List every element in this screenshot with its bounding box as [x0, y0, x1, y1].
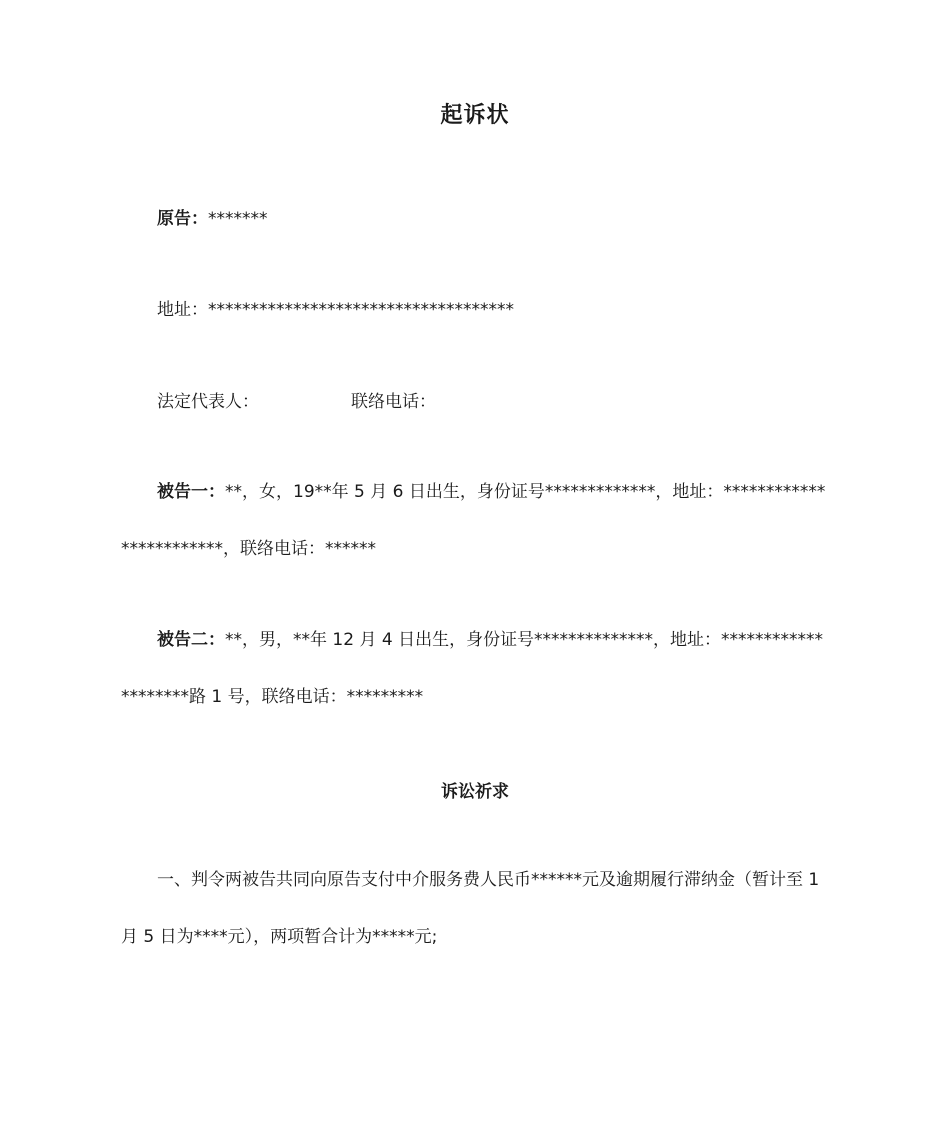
defendant2-paragraph — [121, 612, 831, 726]
claims-heading: 诉讼祈求 — [441, 782, 509, 802]
plaintiff-name: ******* — [208, 209, 268, 229]
plaintiff-label: 原告： — [157, 209, 208, 229]
legal-rep-phone-label: 联络电话： — [351, 392, 436, 412]
plaintiff-line — [121, 207, 831, 231]
defendant1-label: 被告一： — [157, 482, 225, 502]
defendant2-label: 被告二： — [157, 630, 225, 650]
address-value: ************************************ — [208, 300, 514, 320]
legal-rep-line — [121, 390, 831, 414]
defendant1-paragraph — [121, 464, 831, 578]
document-title: 起诉状 — [440, 103, 510, 128]
legal-rep-label: 法定代表人： — [157, 392, 259, 412]
address-label: 地址： — [157, 300, 208, 320]
claim1-paragraph: 一、判令两被告共同向原告支付中介服务费人民币******元及逾期履行滞纳金（暂计至 1 月 5 日为****元），两项暂合计为*****元; — [121, 870, 820, 947]
defendant1-text: **，女，19**年 5 月 6 日出生，身份证号*************，地址：************************，联络电话：****** — [121, 482, 826, 559]
defendant2-text: **，男，**年 12 月 4 日出生，身份证号**************，地址：********************路 1 号，联络电话：********* — [121, 630, 824, 707]
address-line — [121, 298, 831, 322]
